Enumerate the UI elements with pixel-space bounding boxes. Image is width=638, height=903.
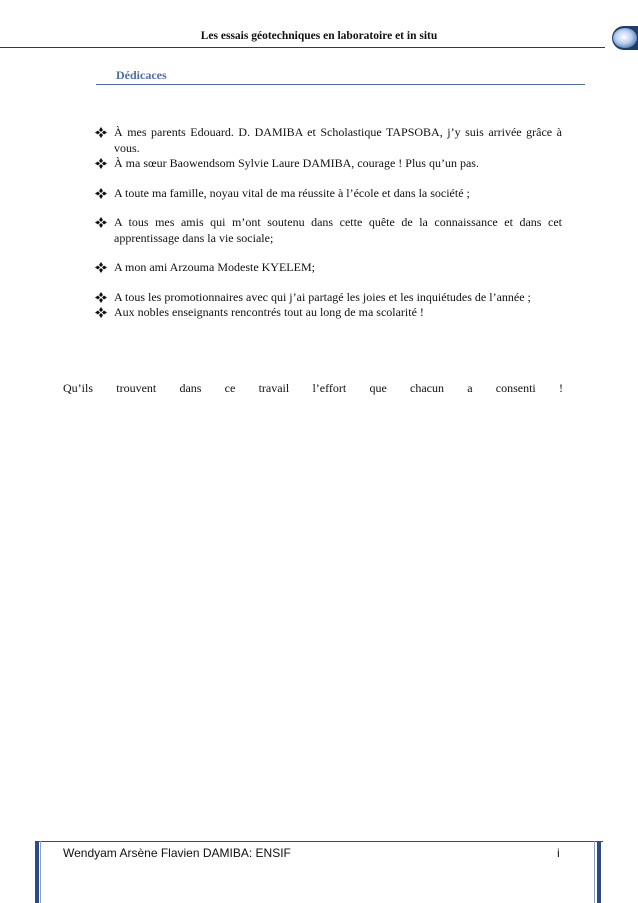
list-item: [94, 260, 562, 276]
list-item: [94, 290, 562, 306]
header-divider: [0, 47, 605, 48]
list-item-text: A tous mes amis qui m’ont soutenu dans cette quête de la connaissance et dans cet apprentissage dans la vie sociale;: [114, 215, 562, 245]
footer-right-bar-accent: [594, 841, 595, 903]
list-item-text: Aux nobles enseignants rencontrés tout au long de ma scolarité !: [114, 305, 424, 319]
list-item: [94, 215, 562, 246]
list-item-text: A tous les promotionnaires avec qui j’ai partagé les joies et les inquiétudes de l’année ;: [114, 289, 531, 304]
closing-sentence: Qu’ils trouvent dans ce travail l’effort que chacun a consenti !: [63, 381, 563, 395]
diamond-bullet-icon: [94, 186, 108, 201]
page-number: i: [557, 846, 560, 860]
footer-left-bar: [35, 841, 39, 903]
diamond-bullet-icon: [94, 305, 108, 320]
header-ornament-icon: [604, 24, 638, 52]
list-item: [94, 186, 562, 202]
list-item-text: À ma sœur Baowendsom Sylvie Laure DAMIBA, courage ! Plus qu’un pas.: [114, 156, 479, 170]
diamond-bullet-icon: [94, 156, 108, 171]
list-item-text: A toute ma famille, noyau vital de ma réussite à l’école et dans la société ;: [114, 185, 470, 200]
footer-divider: [35, 841, 603, 842]
dedication-list: [94, 125, 562, 321]
list-item: [94, 125, 562, 156]
page-header-title: Les essais géotechniques en laboratoire et in situ: [200, 30, 438, 42]
list-item-text: À mes parents Edouard. D. DAMIBA et Scholastique TAPSOBA, j’y suis arrivée grâce à vous.: [114, 125, 562, 155]
footer-left-bar-accent: [40, 841, 41, 903]
footer-author: Wendyam Arsène Flavien DAMIBA: ENSIF: [63, 846, 291, 860]
list-item-text: A mon ami Arzouma Modeste KYELEM;: [114, 260, 315, 274]
section-title: Dédicaces: [116, 68, 167, 82]
section-underline: [96, 84, 585, 85]
footer-right-bar: [597, 841, 601, 903]
diamond-bullet-icon: [94, 260, 108, 275]
list-item: [94, 156, 562, 172]
diamond-bullet-icon: [94, 125, 108, 140]
diamond-bullet-icon: [94, 290, 108, 305]
diamond-bullet-icon: [94, 215, 108, 230]
list-item: [94, 305, 562, 321]
